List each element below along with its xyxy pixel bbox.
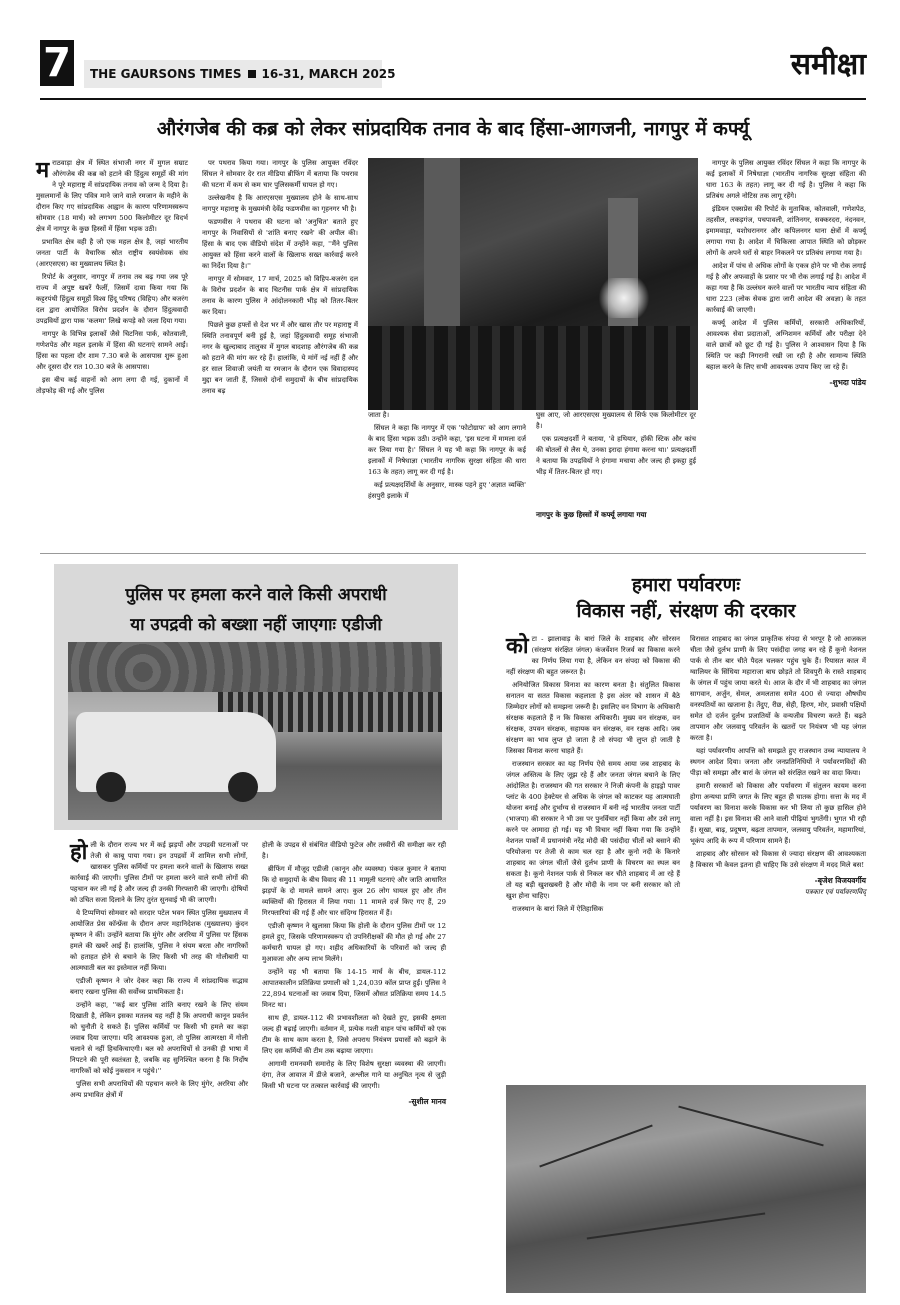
police-story-column-1 — [70, 840, 248, 1290]
police-story-headline — [54, 580, 458, 640]
paragraph: उन्होंने यह भी बताया कि 14-15 मार्च के बीच, डायल-112 आपातकालीन प्रतिक्रिया प्रणाली को 1,24,039 कॉल प्राप्त हुईं। पुलिस ने 22,894 घटनाओं का जवाब दिया, जिसमें औसत प्रतिक्रिया समय 14.5 मिनट था। — [262, 968, 446, 1009]
paragraph: ये टिप्पणियां सोमवार को सरदार पटेल भवन स्थित पुलिस मुख्यालय में आयोजित प्रेस कॉन्फ्रेंस के दौरान अपर महानिदेशक (मुख्यालय) कुंदन कृष्णन ने कीं। उन्होंने बताया कि मुंगेर और अररिया में पुलिस पर हिंसक हमले की खबरें आई हैं। हालांकि, पुलिस ने संयम बरता और नागरिकों को हताहत होने से बचाने के लिए किसी भी तरह की गोलीबारी या आत्मघाती बल का इस्तेमाल नहीं किया। — [70, 909, 248, 972]
paragraph: रिपोर्ट के अनुसार, नागपुर में तनाव तब बढ़ गया जब पूरे राज्य में अपुष्ट खबरें फैलीं, जिसमें दावा किया गया कि कट्टरपंथी हिंदुत्व समूहों विश्व हिंदू परिषद (विहिप) और बजरंग दल द्वारा आयोजित विरोध प्रदर्शन के दौरान हिंदुत्ववादी उपद्रवियों द्वारा पाक 'कलमा' लिखे कपड़े को जला दिया गया। — [36, 273, 188, 325]
paragraph: एडीजी कृष्णन ने जोर देकर कहा कि राज्य में सांप्रदायिक सद्भाव बनाए रखना पुलिस की सर्वोच्च प्राथमिकता है। — [70, 977, 248, 996]
byline: -शुभदा पांडेय — [829, 378, 866, 387]
paragraph: नागपुर के विभिन्न इलाकों जैसे चिटनिस पार्क, कोतवाली, गणेशपेठ और महल इलाके में हिंसा की घटनाएं सामने आईं। हिंसा का पहला दौर शाम 7.30 बजे के आसपास शुरू हुआ और दूसरा दौर रात 10.30 बजे के आसपास। — [36, 330, 188, 371]
paragraph: फडणवीस ने पथराव की घटना को 'अनुचित' बताते हुए नागपुर के निवासियों से 'शांति बनाए रखने' की अपील की। हिंसा के बाद एक वीडियो संदेश में उन्होंने कहा, ''मैंने पुलिस आयुक्त को हिंसा करने वालों के खिलाफ सख्त कार्रवाई करने का निर्देश दिया है।'' — [202, 218, 358, 270]
dropcap: हो — [70, 839, 88, 865]
paragraph: विरासत शाहबाद का जंगल प्राकृतिक संपदा से भरपूर है जो आजकल चीता जैसे दुर्लभ प्राणी के लिए पसंदीदा जगह बन रहे हैं कूनो नेशनल पार्क से तीन बार चीते पैदल चलकर पहुंच चुके हैं। रियासत काल में ग्वालियर के सिंधिया महाराजा बाघ छोड़ते तो शिवपुरी के रास्ते शाहबाद के जंगल में पहुंच जाया करते थे। आज के दौर में भी शाहबाद का जंगल सागवान, अर्जुन, सेमल, अमलतास समेत 400 से ज्यादा औषधीय वनस्पतियों का खजाना है। तेंदुए, रीछ, सेही, हिरण, मोर, प्रवासी पक्षियों समेत दो दर्जन दुर्लभ प्रजातियों के वन्यजीव विचरण करते हैं। बढ़ते तापमान और जलवायु परिवर्तन के खतरों पर नियंत्रण भी यह जंगल करता है। — [690, 635, 866, 742]
headline-line: विकास नहीं, संरक्षण की दरकार — [576, 600, 796, 622]
section-title: समीक्षा — [790, 47, 866, 82]
paragraph: उन्होंने कहा, ''कई बार पुलिस शांति बनाए रखने के लिए संयम दिखाती है, लेकिन इसका मतलब यह नहीं है कि अपराधी कानून प्रवर्तन को चुनौती दे सकते हैं। पुलिस कर्मियों पर किसी भी हमले का कड़ा जवाब दिया जाएगा। यदि आवश्यक हुआ, तो पुलिस आत्मरक्षा में गोली चलाने से नहीं हिचकिचाएगी। बल को अपराधियों से उनकी ही भाषा में निपटने की पूरी स्वतंत्रता है, जबकि वह सुनिश्चित करना है कि निर्दोष नागरिकों को कोई नुकसान न पहुंचे।'' — [70, 1001, 248, 1075]
section-divider — [40, 553, 866, 554]
top-story-column-3 — [368, 410, 526, 550]
bullet-square-icon — [248, 70, 256, 78]
fire-glow — [594, 278, 654, 318]
paragraph: इंडियन एक्सप्रेस की रिपोर्ट के मुताबिक, कोतवाली, गणेशपेठ, तहसील, लकड़गंज, पचपावली, शांतिनगर, सक्करदरा, नंदनवन, इमामवाड़ा, यशोधरानगर और कपिलनगर थाना क्षेत्रों में कर्फ्यू लगाया गया है। आदेश में चिकित्सा आपात स्थिति को छोड़कर लोगों के अपने घरों से बाहर निकलने पर प्रतिबंध लगाया गया है। — [706, 205, 866, 257]
environment-story-column-2 — [690, 634, 866, 1080]
police-story-box — [54, 564, 458, 830]
issue-date: 16-31, MARCH 2025 — [261, 67, 396, 81]
paragraph: इस बीच कई वाहनों को आग लगा दी गई, दुकानों में तोड़फोड़ की गई और पुलिस — [36, 376, 188, 395]
photo-branch — [539, 1125, 652, 1168]
top-story-column-5 — [706, 158, 866, 550]
masthead-title: THE GAURSONS TIMES — [90, 67, 242, 81]
paragraph: एक प्रत्यक्षदर्शी ने बताया, 'वे हथियार, हॉकी स्टिक और कांच की बोतलों से लैस थे, उनका इरादा हंगामा करना था।' प्रत्यक्षदर्शी ने बताया कि उपद्रवियों ने हंगामा मचाया और जल्द ही इकट्ठा हुई भीड़ में तितर-बितर हो गए। — [536, 435, 696, 476]
paragraph: आदेश में पांच से अधिक लोगों के एकत्र होने पर भी रोक लगाई गई है और अफवाहों के प्रसार पर भी रोक लगाई गई है। आदेश में कहा गया है कि उल्लंघन करने वालों पर भारतीय न्याय संहिता की धारा 223 (लोक सेवक द्वारा जारी आदेश की अवज्ञा) के तहत कार्रवाई की जाएगी। — [706, 262, 866, 314]
paragraph: एडीजी कृष्णन ने खुलासा किया कि होली के दौरान पुलिस टीमों पर 12 हमले हुए, जिसके परिणामस्वरूप दो उपनिरीक्षकों की मौत हो गई और 27 कर्मचारी घायल हो गए। शहीद अधिकारियों के परिवारों को जल्द ही मुआवजा और अन्य लाभ मिलेंगे। — [262, 922, 446, 963]
paragraph: अनियोजित विकास विनाश का कारण बनता है। संतुलित विकास सनातन या सतत विकास कहलाता है इस अंतर को शासन में बैठे जिम्मेदार लोगों को समझना जरूरी है। इसलिए वन विभाग के अधिकारी संरक्षक कहलाते हैं न कि विकास अधिकारी। मुख्य वन संरक्षक, वन संरक्षक, उपवन संरक्षक, सहायक वन संरक्षक, वन रक्षक आदि। जब संरक्षण का भाव लुप्त हो जाता है तो संपदा भी लुप्त हो जाती है जिसका विनाश करना चाहते हैं। — [506, 681, 680, 755]
paragraph: पर पथराव किया गया। नागपुर के पुलिस आयुक्त रविंदर सिंघल ने सोमवार देर रात मीडिया ब्रीफिंग में बताया कि पथराव की घटना में कम से कम चार पुलिसकर्मी घायल हो गए। — [202, 159, 358, 189]
paragraph: राजस्थान सरकार का यह निर्णय ऐसे समय आया जब शाहबाद के जंगल अस्तित्व के लिए जूझ रहे हैं और जनता जंगल बचाने के लिए आंदोलित है। राजस्थान की गत सरकार ने निजी कंपनी के हाइड्रो पावर प्लांट के 400 हेक्टेयर से अधिक के जंगल को काटकर यह आत्मघाती योजना बनाई और दुर्भाग्य से राजस्थान में बनी नई भारतीय जनता पार्टी (भाजपा) की सरकार ने भी उस पर पुनर्विचार नहीं किया और उसे लागू करने पर आमादा हो गई। यह भी विचार नहीं किया गया कि उन्होंने नेशनल पार्कों में प्रधानमंत्री नरेंद्र मोदी की पसंदीदा चीतों को बसाने की परियोजना पर तेजी से काम चल रहा है और कूनो नदी के किनारे शाहबाद का जंगल चीतों जैसे दुर्लभ प्राणी के विचरण का स्थल बन सकता है। कूनो नेशनल पार्क से निकल कर चीते शाहबाद में आ रहे हैं तो यह बड़ी खुशखबरी है और मोदी के नाम पर बनी सरकार को तो खुश होना चाहिए। — [506, 760, 680, 900]
dropcap: म — [36, 157, 50, 183]
photo-branch — [587, 1212, 766, 1239]
page-number: 7 — [40, 40, 74, 86]
dropcap: को — [506, 633, 529, 659]
forest-photo — [506, 1085, 866, 1293]
headline-line: या उपद्रवी को बख्शा नहीं जाएगाः एडीजी — [130, 615, 382, 635]
nagpur-violence-photo — [368, 158, 698, 410]
paragraph: कई प्रत्यक्षदर्शियों के अनुसार, मास्क पहने हुए 'अज्ञात व्यक्ति' हंसपुरी इलाके में — [368, 481, 526, 500]
paragraph: ब्रीफिंग में मौजूद एडीजी (कानून और व्यवस्था) पंकज कुमार ने बताया कि दो समुदायों के बीच विवाद की 11 मामूली घटनाएं और जाति आधारित झड़पों के दो मामले सामने आए। कुल 26 लोग घायल हुए और तीन व्यक्तियों की हिरासत में लिया गया। 11 मामले दर्ज किए गए हैं, 29 गिरफ्तारियां की गई हैं और चार संदिग्ध हिरासत में हैं। — [262, 865, 446, 917]
paragraph: टा - झालावाड़ के बारां जिले के शाहबाद और सोरसन (संरक्षण संरक्षित जंगल) कंजर्वेशन रिजर्व का विकास करने का निर्णय लिया गया है, लेकिन वन संपदा को विकास की नहीं संरक्षण की बहुत जरूरत है। — [506, 635, 680, 676]
photo-caption: नागपुर के कुछ हिस्सों में कर्फ्यू लगाया गया — [536, 510, 647, 519]
paragraph: कर्फ्यू आदेश में पुलिस कर्मियों, सरकारी अधिकारियों, आवश्यक सेवा प्रदाताओं, अग्निशमन कर्मियों और परीक्षा देने वाले छात्रों को छूट दी गई है। पुलिस ने आश्वासन दिया है कि स्थिति पर कड़ी निगरानी रखी जा रही है और सामान्य स्थिति बहाल करने के लिए सभी आवश्यक उपाय किए जा रहे हैं। — [706, 319, 866, 371]
police-story-column-2 — [262, 840, 446, 1290]
paragraph: साथ ही, डायल-112 की प्रभावशीलता को देखते हुए, इसकी क्षमता जल्द ही बढ़ाई जाएगी। वर्तमान में, प्रत्येक गश्ती वाहन पांच कर्मियों को एक टीम के साथ काम करता है, जिसे अपराध नियंत्रण प्रयासों को बढ़ाने के लिए दस कर्मियों की टीम तक बढ़ाया जाएगा। — [262, 1014, 446, 1055]
photo-trees — [68, 642, 442, 692]
paragraph: प्रभावित क्षेत्र वही है जो एक महल क्षेत्र है, जहां भारतीय जनता पार्टी के वैचारिक स्रोत राष्ट्रीय स्वयंसेवक संघ (आरएसएस) का मुख्यालय स्थित है। — [36, 238, 188, 268]
paragraph: राठवाड़ा क्षेत्र में स्थित संभाजी नगर में मुगल सम्राट औरंगजेब की कब्र को हटाने की हिंदुत्व समूहों की मांग ने पूरे महाराष्ट्र में सांप्रदायिक तनाव को जन्म दे दिया है। मुसलमानों के लिए पवित्र माने जाने वाले रमजान के महीने के दौरान किए गए सांप्रदायिक आह्वान के कारण परिणामस्वरूप सोमवार (18 मार्च) को लगभग 500 किलोमीटर दूर विदर्भ क्षेत्र में नागपुर के कुछ हिस्सों में हिंसा भड़क उठी। — [36, 159, 188, 233]
photo-wheel — [228, 772, 258, 802]
paragraph: सिंघल ने कहा कि नागपुर में एक 'फोटोग्राफ' को आग लगाने के बाद हिंसा भड़क उठी। उन्होंने कहा, 'इस घटना में मामला दर्ज कर लिया गया है।' सिंघल ने यह भी कहा कि नागपुर के कई इलाकों में निषेधाज्ञा (भारतीय नागरिक सुरक्षा संहिता की धारा 163 के तहत) लागू कर दी गई है। — [368, 424, 526, 476]
paragraph: पुलिस सभी अपराधियों की पहचान करने के लिए मुंगेर, अररिया और अन्य प्रभावित क्षेत्रों में — [70, 1080, 248, 1099]
paragraph: जाता है। — [368, 411, 390, 419]
paragraph: राजस्थान के बारां जिले में ऐतिहासिक — [512, 905, 604, 913]
headline-line: हमारा पर्यावरणः — [631, 574, 741, 596]
police-parade-photo — [68, 642, 442, 820]
paragraph: पिछले कुछ हफ्तों से देश भर में और खास तौर पर महाराष्ट्र में स्थिति तनावपूर्ण बनी हुई है, जहां हिंदुत्ववादी समूह संभाजी नगर के खुल्दाबाद तालुका में मुगल बादशाह औरंगजेब की कब्र को हटाने की मांग कर रहे हैं। हालांकि, ये मांगें नई नहीं हैं और हर साल शिवाजी जयंती या रमजान के दौरान एक विवादास्पद मुद्दा बन जाती हैं, जिससे दोनों समुदायों के बीच सांप्रदायिक तनाव बढ़ — [202, 321, 358, 395]
top-story-column-2 — [202, 158, 358, 550]
byline-role: पत्रकार एवं पर्यावरणविद् — [804, 888, 866, 896]
top-story-headline: औरंगजेब की कब्र को लेकर सांप्रदायिक तनाव के बाद हिंसा-आगजनी, नागपुर में कर्फ्यू — [156, 118, 750, 140]
paragraph: उल्लेखनीय है कि आरएसएस मुख्यालय होने के साथ-साथ नागपुर महाराष्ट्र के मुख्यमंत्री देवेंद्र फडणवीस का गृहनगर भी है। — [202, 194, 358, 213]
paragraph: शाहबाद और सोरसन को विकास से ज्यादा संरक्षण की आवश्यकता है विकास भी केवल इतना ही चाहिए कि उसे संरक्षण में मदद मिले बस! — [690, 850, 866, 869]
paragraph: हमारी सरकारों को विकास और पर्यावरण में संतुलन कायम करना होगा अन्यथा प्राणि जगत के लिए बहुत ही घातक होगा। सत्ता के मद में पर्यावरण का विनाश करके विकास कर भी लिया तो कुछ हासिल होने वाला नहीं है। इस विनाश की आने वाली पीढ़ियां भुगतेंगी। भुगत भी रही हैं। सूखा, बाढ़, प्रदूषण, बढ़ता तापमान, जलवायु परिवर्तन, महामारियां, भूकंप आदि के रूप में परिणाम सामने हैं। — [690, 782, 866, 845]
environment-story-column-1 — [506, 634, 680, 1080]
masthead-bar — [84, 60, 396, 88]
photo-pillar — [424, 158, 460, 338]
photo-wheel — [96, 772, 126, 802]
environment-story-headline — [506, 572, 866, 624]
paragraph: घुस आए, जो आरएसएस मुख्यालय से सिर्फ एक किलोमीटर दूर है। — [536, 411, 696, 430]
byline: -सुशील मानव — [408, 1097, 446, 1106]
top-story-column-1 — [36, 158, 188, 550]
header-rule — [40, 98, 866, 100]
paragraph: नागपुर के पुलिस आयुक्त रविंदर सिंघल ने कहा कि नागपुर के कई इलाकों में निषेधाज्ञा (भारतीय नागरिक सुरक्षा संहिता की धारा 163 के तहत) लागू कर दी गई है। पुलिस ने कहा कि प्रतिबंध अगले नोटिस तक लागू रहेंगे। — [706, 159, 866, 200]
top-story-column-4 — [536, 410, 696, 508]
photo-crowd — [368, 326, 698, 410]
paragraph: ली के दौरान राज्य भर में कई झड़पों और उपद्रवी घटनाओं पर तेजी से काबू पाया गया। इन उपद्रवों में शामिल सभी लोगों, खासकर पुलिस कर्मियों पर हमला करने वालों के खिलाफ सख्त कार्रवाई की जाएगी। पुलिस टीमों पर हमला करने वाले सभी लोगों की पहचान कर ली गई है और जल्द ही उनकी गिरफ्तारी की जाएगी। दोषियों को उचित सजा दिलाने के लिए तुरंत सुनवाई भी की जाएगी। — [70, 841, 248, 904]
paragraph: आगामी रामनवमी समारोह के लिए विशेष सुरक्षा व्यवस्था की जाएगी। दंगा, तेज आवाज में डीजे बजाने, अश्लील गाने या अनुचित नृत्य से जुड़ी किसी भी घटना पर तत्काल कार्रवाई की जाएगी। — [262, 1060, 446, 1090]
paragraph: नागपुर में सोमवार, 17 मार्च, 2025 को विहिप-बजरंग दल के विरोध प्रदर्शन के बाद चिटनीस पार्क क्षेत्र में सांप्रदायिक तनाव के कारण पुलिस ने आंदोलनकारी भीड़ को तितर-बितर कर दिया। — [202, 275, 358, 316]
paragraph: यहां पर्यावरणीय आपत्ति को समझते हुए राजस्थान उच्च न्यायालय ने स्थगन आदेश दिया। जनता और जनप्रतिनिधियों ने पर्यावरणविदों की पीड़ा को समझा और बारां के जंगल को संरक्षित रखने का वादा किया। — [690, 747, 866, 777]
photo-branch — [678, 1106, 823, 1147]
byline: -बृजेश विजयवर्गीय — [814, 876, 866, 885]
paragraph: होली के उपद्रव से संबंधित वीडियो फुटेज और तस्वीरों की समीक्षा कर रही है। — [262, 841, 446, 860]
headline-line: पुलिस पर हमला करने वाले किसी अपराधी — [125, 585, 387, 605]
